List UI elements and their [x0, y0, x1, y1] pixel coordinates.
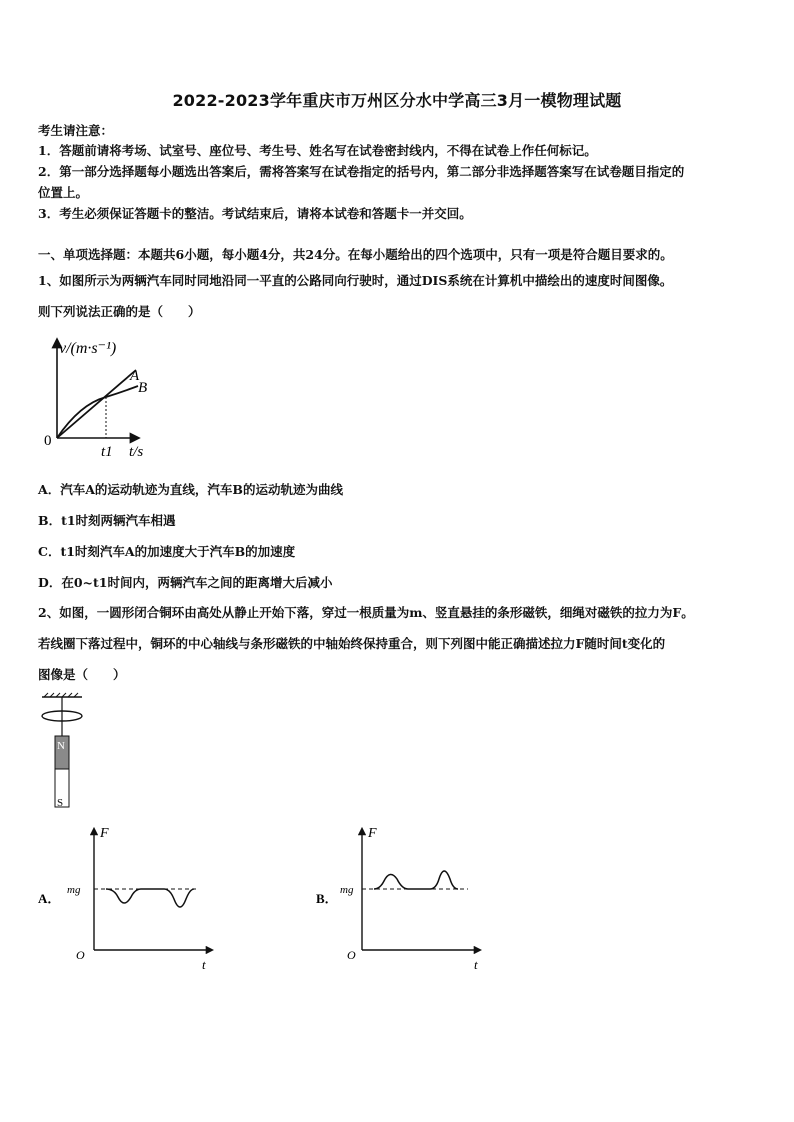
q1-x-label: t/s	[129, 444, 144, 460]
notice-item-2: 2．第一部分选择题每小题选出答案后，需将答案写在试卷指定的括号内，第二部分非选择题答案写在试卷题目指定的	[38, 164, 685, 179]
q2b-curve	[374, 871, 458, 889]
magnet-n-label: N	[57, 740, 65, 752]
q1-stem-cont: 则下列说法正确的是（ ）	[38, 304, 201, 319]
q2a-mg-label: mg	[67, 884, 81, 896]
q1-curve-a	[57, 370, 136, 438]
q2a-x-label: t	[202, 957, 206, 972]
notice-heading: 考生请注意：	[38, 123, 114, 138]
notice-item-3: 3．考生必须保证答题卡的整洁。考试结束后，请将本试卷和答题卡一并交回。	[38, 206, 472, 221]
q1-label-a: A	[130, 368, 140, 384]
q1-y-label: v/(m·s⁻¹)	[59, 340, 117, 357]
q2b-y-label: F	[368, 826, 377, 841]
q1-option-b: B．t1时刻两辆汽车相遇	[38, 513, 176, 528]
q2b-mg-label: mg	[340, 884, 354, 896]
q1-t1-label: t1	[101, 444, 113, 460]
q2b-origin: O	[347, 948, 356, 962]
q1-option-c: C．t1时刻汽车A的加速度大于汽车B的加速度	[38, 544, 296, 559]
q1-stem: 1、如图所示为两辆汽车同时同地沿同一平直的公路同向行驶时，通过DIS系统在计算机中描绘出的速度时间图像。	[38, 273, 673, 288]
page-title: 2022-2023学年重庆市万州区分水中学高三3月一模物理试题	[172, 91, 622, 110]
q2-stem-cont: 若线圈下落过程中，铜环的中心轴线与条形磁铁的中轴始终保持重合，则下列图中能正确描述拉力F随时间t变化的	[38, 636, 666, 651]
q2-graph-b	[314, 823, 514, 975]
q2-stem: 2、如图，一圆形闭合铜环由高处从静止开始下落，穿过一根质量为m、竖直悬挂的条形磁铁，细绳对磁铁的拉力为F。	[38, 605, 694, 620]
q1-curve-b	[57, 386, 138, 438]
q2b-x-label: t	[474, 957, 478, 972]
q2-stem-cont-2: 图像是（ ）	[38, 667, 126, 682]
q1-vt-graph	[40, 332, 170, 464]
notice-item-2-cont: 位置上。	[38, 185, 89, 200]
q2a-curve	[106, 889, 194, 907]
q2-option-b-label: B．	[316, 891, 338, 906]
q2-magnet-figure	[36, 692, 96, 814]
section-heading: 一、单项选择题：本题共6小题，每小题4分，共24分。在每小题给出的四个选项中，只有一项是符合题目要求的。	[38, 247, 673, 262]
q2-graph-a	[36, 823, 236, 975]
q1-origin: 0	[44, 433, 52, 449]
magnet-s-label: S	[57, 797, 64, 809]
q2-option-a-label: A．	[38, 891, 61, 906]
q1-option-a: A．汽车A的运动轨迹为直线，汽车B的运动轨迹为曲线	[38, 482, 343, 497]
q1-option-d: D．在0~t1时间内，两辆汽车之间的距离增大后减小	[38, 575, 333, 590]
q2a-y-label: F	[100, 826, 109, 841]
notice-item-1: 1．答题前请将考场、试室号、座位号、考生号、姓名写在试卷密封线内，不得在试卷上作任何标记。	[38, 143, 597, 158]
q1-label-b: B	[138, 380, 148, 396]
q2a-origin: O	[76, 948, 85, 962]
